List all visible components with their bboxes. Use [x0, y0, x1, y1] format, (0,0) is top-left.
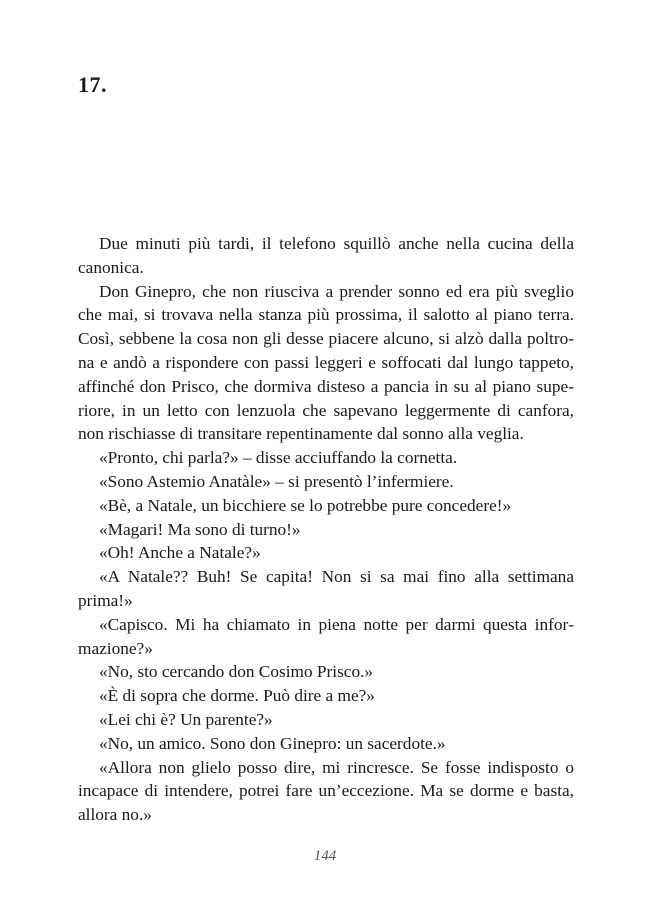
paragraph: «Oh! Anche a Natale?» [99, 543, 261, 563]
paragraph: «È di sopra che dorme. Può dire a me?» [99, 686, 375, 706]
paragraph: Due minuti più tardi, il telefono squillò anche nella cucina della canonica. [78, 234, 574, 277]
paragraph: «Capisco. Mi ha chiamato in piena notte per darmi questa informazione?» [78, 614, 574, 658]
page-number: 144 [313, 848, 337, 864]
paragraph: «No, sto cercando don Cosimo Prisco.» [99, 662, 374, 682]
chapter-body [78, 232, 574, 827]
paragraph: «Sono Astemio Anatàle» – si presentò l’infermiere. [99, 471, 454, 491]
paragraph: «No, un amico. Sono don Ginepro: un sacerdote.» [99, 733, 446, 753]
paragraph: «Lei chi è? Un parente?» [99, 709, 273, 729]
paragraph: «Bè, a Natale, un bicchiere se lo potrebbe pure concedere!» [99, 495, 512, 515]
paragraph: Don Ginepro, che non riusciva a prender sonno ed era più sveglio che mai, si trovava nella stanza più prossima, il salotto al piano terra. Così, sebbene la cosa non gli desse piacere alcuno, si alzò dalla poltrona e andò a rispondere con passi leggeri e soffocati dal lungo tappeto, affinché don Prisco, che dormiva disteso a pancia in su al piano superiore, in un letto con lenzuola che sapevano leggermente di canfora, non rischiasse di transitare repentinamente dal sonno alla veglia. [78, 281, 574, 444]
paragraph: «Pronto, chi parla?» – disse acciuffando la cornetta. [99, 448, 458, 468]
paragraph: «A Natale?? Buh! Se capita! Non si sa mai fino alla settimana prima!» [78, 567, 574, 610]
paragraph: «Magari! Ma sono di turno!» [99, 519, 301, 539]
paragraph: «Allora non glielo posso dire, mi rincresce. Se fosse indisposto o incapace di intendere, potrei fare un’eccezione. Ma se dorme e basta, allora no.» [78, 757, 574, 825]
chapter-number: 17. [78, 72, 107, 97]
